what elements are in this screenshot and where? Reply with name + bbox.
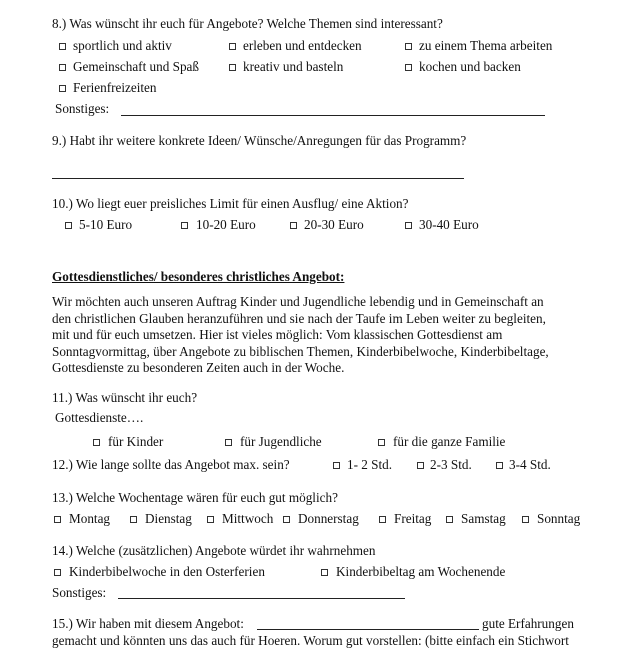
paragraph-line: mit und für euch umsetzen. Hier ist vieles möglich: Vom klassischen Gottesdienst am	[52, 327, 503, 343]
q12-question: 12.) Wie lange sollte das Angebot max. sein?	[52, 457, 290, 472]
checkbox-1-2-hours[interactable]	[333, 462, 340, 469]
q15-answer-line[interactable]	[257, 629, 479, 630]
paragraph-line: Wir möchten auch unseren Auftrag Kinder und Jugendliche lebendig und in Gemeinschaft an	[52, 294, 544, 309]
q8-other-input-line[interactable]	[121, 115, 545, 116]
checkbox-sportlich[interactable]	[59, 43, 66, 50]
q13-option-label: Sonntag	[537, 511, 581, 526]
q8-option-label: kreativ und basteln	[243, 59, 344, 74]
q9-question: 9.) Habt ihr weitere konkrete Ideen/ Wünsche/Anregungen für das Programm?	[52, 133, 467, 148]
checkbox-sunday[interactable]	[522, 516, 529, 523]
q15-question-start: 15.) Wir haben mit diesem Angebot:	[52, 616, 244, 631]
q14-other-label: Sonstiges:	[52, 585, 107, 600]
q8-question: 8.) Was wünscht ihr euch für Angebote? Welche Themen sind interessant?	[52, 16, 443, 31]
checkbox-thema[interactable]	[405, 43, 412, 50]
q14-question: 14.) Welche (zusätzlichen) Angebote würdet ihr wahrnehmen	[52, 543, 376, 558]
q8-option-label: Ferienfreizeiten	[73, 80, 157, 95]
checkbox-kreativ[interactable]	[229, 64, 236, 71]
checkbox-kinderbibelwoche[interactable]	[54, 569, 61, 576]
q10-option-label: 5-10 Euro	[79, 217, 133, 232]
q11-option-label: für Kinder	[108, 434, 164, 449]
checkbox-monday[interactable]	[54, 516, 61, 523]
q13-question: 13.) Welche Wochentage wären für euch gut möglich?	[52, 490, 338, 505]
q8-other-label: Sonstiges:	[55, 101, 110, 116]
q8-option-label: erleben und entdecken	[243, 38, 362, 53]
checkbox-saturday[interactable]	[446, 516, 453, 523]
q13-option-label: Samstag	[461, 511, 506, 526]
checkbox-price-20-30[interactable]	[290, 222, 297, 229]
checkbox-3-4-hours[interactable]	[496, 462, 503, 469]
checkbox-erleben[interactable]	[229, 43, 236, 50]
q13-option-label: Donnerstag	[298, 511, 359, 526]
q11-option-label: für die ganze Familie	[393, 434, 506, 449]
q8-option-label: Gemeinschaft und Spaß	[73, 59, 199, 74]
q8-option-label: sportlich und aktiv	[73, 38, 172, 53]
checkbox-price-5-10[interactable]	[65, 222, 72, 229]
q11-option-label: für Jugendliche	[240, 434, 322, 449]
q13-option-label: Freitag	[394, 511, 432, 526]
checkbox-for-family[interactable]	[378, 439, 385, 446]
checkbox-kochen[interactable]	[405, 64, 412, 71]
section-heading: Gottesdienstliches/ besonderes christliches Angebot:	[52, 269, 345, 284]
q12-option-label: 2-3 Std.	[430, 457, 472, 472]
q8-option-label: kochen und backen	[419, 59, 521, 74]
q10-option-label: 30-40 Euro	[419, 217, 479, 232]
checkbox-price-30-40[interactable]	[405, 222, 412, 229]
checkbox-thursday[interactable]	[283, 516, 290, 523]
paragraph-line: den christlichen Glauben heranzuführen und sie nach der Taufe im Leben weiter zu begleiten,	[52, 310, 546, 326]
q14-option-label: Kinderbibeltag am Wochenende	[336, 564, 506, 579]
checkbox-2-3-hours[interactable]	[417, 462, 424, 469]
checkbox-for-youth[interactable]	[225, 439, 232, 446]
q8-option-label: zu einem Thema arbeiten	[419, 38, 553, 53]
checkbox-ferienfreizeiten[interactable]	[59, 85, 66, 92]
checkbox-tuesday[interactable]	[130, 516, 137, 523]
checkbox-price-10-20[interactable]	[181, 222, 188, 229]
q15-question-end: gute Erfahrungen	[482, 616, 574, 631]
q13-option-label: Dienstag	[145, 511, 192, 526]
checkbox-gemeinschaft[interactable]	[59, 64, 66, 71]
checkbox-for-children[interactable]	[93, 439, 100, 446]
q12-option-label: 3-4 Std.	[509, 457, 551, 472]
q10-option-label: 10-20 Euro	[196, 217, 256, 232]
q11-question: 11.) Was wünscht ihr euch?	[52, 390, 198, 405]
q9-answer-line[interactable]	[52, 178, 464, 179]
q14-option-label: Kinderbibelwoche in den Osterferien	[69, 564, 265, 579]
q15-continuation: gemacht und könnten uns das auch für Hoeren. Worum gut vorstellen: (bitte einfach ein Stichwort	[52, 633, 569, 648]
q12-option-label: 1- 2 Std.	[347, 457, 393, 472]
paragraph-line: Sonntagvormittag, über Angebote zu biblischen Themen, Kinderbibelwoche, Kinderbibeltage,	[52, 343, 549, 359]
q10-question: 10.) Wo liegt euer preisliches Limit für einen Ausflug/ eine Aktion?	[52, 196, 409, 211]
section-paragraph	[52, 294, 592, 377]
q10-option-label: 20-30 Euro	[304, 217, 364, 232]
q11-sub: Gottesdienste….	[55, 410, 144, 425]
q13-option-label: Montag	[69, 511, 111, 526]
checkbox-kinderbibeltag[interactable]	[321, 569, 328, 576]
q13-option-label: Mittwoch	[222, 511, 274, 526]
checkbox-wednesday[interactable]	[207, 516, 214, 523]
q14-other-input-line[interactable]	[118, 598, 405, 599]
checkbox-friday[interactable]	[379, 516, 386, 523]
paragraph-line: Gottesdienste zu besonderen Zeiten auch in der Woche.	[52, 360, 345, 376]
